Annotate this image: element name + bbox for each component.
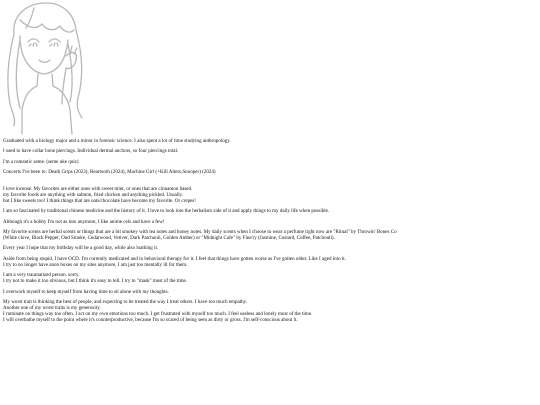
text-line: Aside from being stupid, I have OCD. I'm currently medicated and in behavioral therapy for it. I feel that things have gotten worse as I've gotten older. Like I aged into it. xyxy=(3,255,346,262)
character-sketch-illustration xyxy=(0,0,90,136)
text-line: I am so fascinated by traditional chinese medicine and the history of it. I love to look into the herbalism side of it and apply things to my daily life when possible. xyxy=(3,208,330,215)
paragraph-seme xyxy=(3,159,539,165)
text-line: Graduated with a biology major and a minor in forensic science. I also spent a lot of time studying anthropology. xyxy=(3,138,231,144)
text-line: I ruminate on things way too often. I act on my own emotions too much. I get frustrated with myself too much. I feel useless and lonely most of the time. xyxy=(3,311,313,318)
paragraph-favorites xyxy=(3,186,539,204)
paragraph-concerts xyxy=(3,169,539,175)
text-line: My worst trait is thinking the best of people, and expecting to be treated the way I treat others. I have too much empathy. xyxy=(3,299,248,306)
text-line: I used to have collar bone piercings. Individual dermal anchors, so four piercings total. xyxy=(3,148,179,155)
paragraph-education xyxy=(3,138,539,144)
text-line: I try to no longer have anon boxes on my sites anymore, I am just too mentally ill for them. xyxy=(3,261,188,268)
paragraph-anime-cels xyxy=(3,219,539,225)
paragraph-worst-traits xyxy=(3,299,539,323)
text-line: I overwork myself to keep myself from having time to sit alone with my thoughts. xyxy=(3,288,169,295)
paragraph-birthday xyxy=(3,245,539,251)
text-line: (White clove, Black Pepper, Oud Smoke, Cedarwood, Vetiver, Dark Patchouli, Golden Amber) or "Midnight Cafe" by Fine'ry (Jasmine, Custard, Coffee, Patchouli). xyxy=(3,235,335,242)
text-line: I try not to make it too obvious, but I think it's easy to tell. I try to "mask" most of the time. xyxy=(3,278,188,285)
text-line: my favorite foods are anything with salmon, fried chicken and anything pickled. Usually. xyxy=(3,191,184,198)
text-line: Another one of my worst traits is my generosity. xyxy=(3,305,101,312)
text-line: My favorite scents are herbal scents or things that are a bit smokey with tea notes and honey notes. My daily scents when I choose to wear a perfume right now are "Ritual" by Throwin' Bones Co xyxy=(3,228,397,235)
text-line: I am a very traumatized person. sorry. xyxy=(3,272,80,279)
text-line: I'm a romantic seme. (seme uke quiz) xyxy=(3,158,79,165)
text-line: Every year I hope that my birthday will be a good day, while also loathing it. xyxy=(3,245,159,252)
paragraph-trauma xyxy=(3,272,539,284)
paragraph-chinese-medicine xyxy=(3,208,539,214)
paragraph-scents xyxy=(3,229,539,241)
text-line: I love incense. My favorites are either ones with sweet mint, or ones that are cinnamon based. xyxy=(3,185,193,192)
paragraph-ocd xyxy=(3,256,539,268)
paragraph-piercings xyxy=(3,148,539,154)
about-me-list xyxy=(3,138,539,328)
text-line: Concerts I've been to: Death Grips (2023), Beartooth (2024), Machine Girl (+Kill Alters,Snooper) (2024) xyxy=(3,169,216,176)
text-line: but I like sweets too! I think things that are oats/chocolate have become my favorite. Or crepes! xyxy=(3,197,196,204)
paragraph-overwork xyxy=(3,289,539,295)
text-line: Although it's a hobby I'm not as into anymore, I like anime cels and have a few! xyxy=(3,218,165,225)
text-line: I will overbathe myself to the point where it's counterproductive, because I'm so scared of being seen as dirty or gross. I'm self-conscious about it. xyxy=(3,317,298,324)
